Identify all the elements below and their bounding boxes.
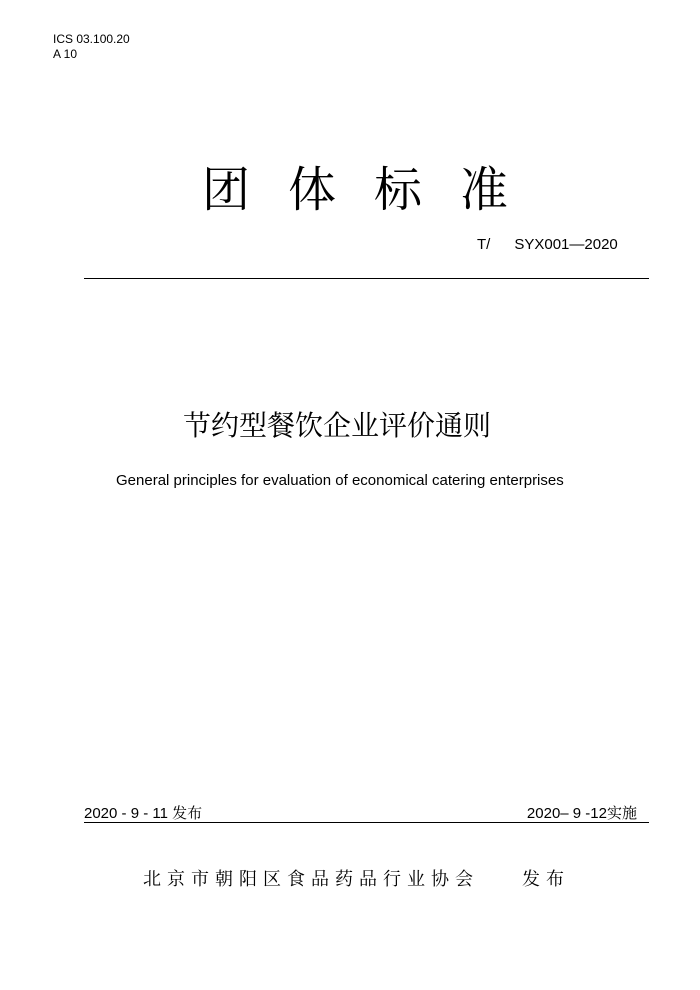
standard-number-value: SYX001—2020 (514, 236, 618, 253)
document-title-en: General principles for evaluation of economical catering enterprises (116, 472, 564, 489)
issuer-name: 北京市朝阳区食品药品行业协会 (143, 869, 479, 890)
document-title-zh: 节约型餐饮企业评价通则 (183, 409, 492, 442)
standard-number (477, 235, 618, 255)
header-divider (84, 278, 649, 279)
implement-date: 2020– 9 -12实施 (526, 805, 637, 822)
classification-code: A 10 (53, 47, 78, 61)
standard-number-prefix: T/ (477, 236, 491, 253)
footer-divider (84, 822, 649, 823)
publish-date: 2020 - 9 - 11 发布 (84, 805, 203, 822)
ics-code: ICS 03.100.20 (53, 32, 130, 46)
standard-type-title: 团体标准 (202, 162, 547, 218)
issuer-action: 发布 (522, 869, 570, 890)
